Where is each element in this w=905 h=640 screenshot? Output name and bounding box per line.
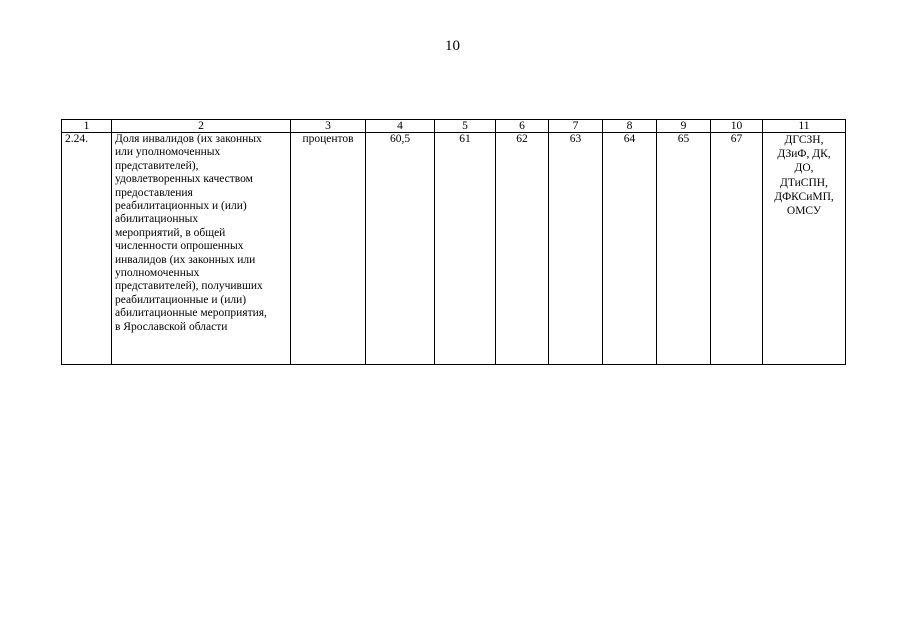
page-number: 10 [445, 38, 460, 54]
indicator-name-line: представителей), получивших [115, 280, 263, 293]
indicator-name-line: предоставления [115, 186, 193, 199]
table-row [62, 133, 846, 365]
value-cell: 61 [435, 133, 496, 365]
value-cell: 64 [603, 133, 657, 365]
indicator-name-line: или уполномоченных [115, 146, 221, 159]
indicator-name-line: представителей), [115, 159, 199, 172]
responsible-line: ДФКСиМП, [774, 190, 834, 203]
unit-cell: процентов [291, 133, 366, 365]
indicator-name-line: абилитационных [115, 213, 199, 226]
responsible-line: ОМСУ [786, 205, 822, 218]
responsible-line: ДЗиФ, ДК, [777, 148, 831, 161]
column-header: 3 [291, 120, 366, 133]
indicator-name-line: абилитационные мероприятия, [115, 307, 267, 320]
indicator-name [112, 133, 291, 365]
column-header: 7 [549, 120, 603, 133]
indicator-name-line: реабилитационных и (или) [115, 200, 247, 213]
indicator-name-line: уполномоченных [115, 267, 200, 280]
column-header: 2 [112, 120, 291, 133]
row-number: 2.24. [62, 133, 112, 365]
indicator-name-line: мероприятий, в общей [115, 226, 226, 239]
value-cell: 63 [549, 133, 603, 365]
column-header: 4 [366, 120, 435, 133]
value-cell: 65 [657, 133, 711, 365]
column-header: 8 [603, 120, 657, 133]
column-header: 6 [496, 120, 549, 133]
value-cell: 67 [711, 133, 763, 365]
indicator-name-line: в Ярославской области [115, 320, 228, 333]
column-header: 11 [763, 120, 846, 133]
responsible-line: ДО, [794, 162, 814, 175]
header-row [62, 120, 846, 133]
responsible-line: ДТиСПН, [780, 176, 828, 189]
indicator-name-line: Доля инвалидов (их законных [115, 133, 262, 145]
value-cell: 60,5 [366, 133, 435, 365]
responsible-line: ДГСЗН, [784, 134, 824, 146]
indicator-name-line: реабилитационные и (или) [115, 293, 247, 306]
column-header: 5 [435, 120, 496, 133]
value-cell: 62 [496, 133, 549, 365]
indicator-name-line: численности опрошенных [115, 240, 244, 253]
responsible-cell [763, 133, 846, 365]
indicator-name-line: удовлетворенных качеством [115, 173, 253, 186]
indicator-name-line: инвалидов (их законных или [115, 253, 256, 266]
indicator-table [61, 119, 846, 365]
column-header: 1 [62, 120, 112, 133]
column-header: 10 [711, 120, 763, 133]
column-header: 9 [657, 120, 711, 133]
